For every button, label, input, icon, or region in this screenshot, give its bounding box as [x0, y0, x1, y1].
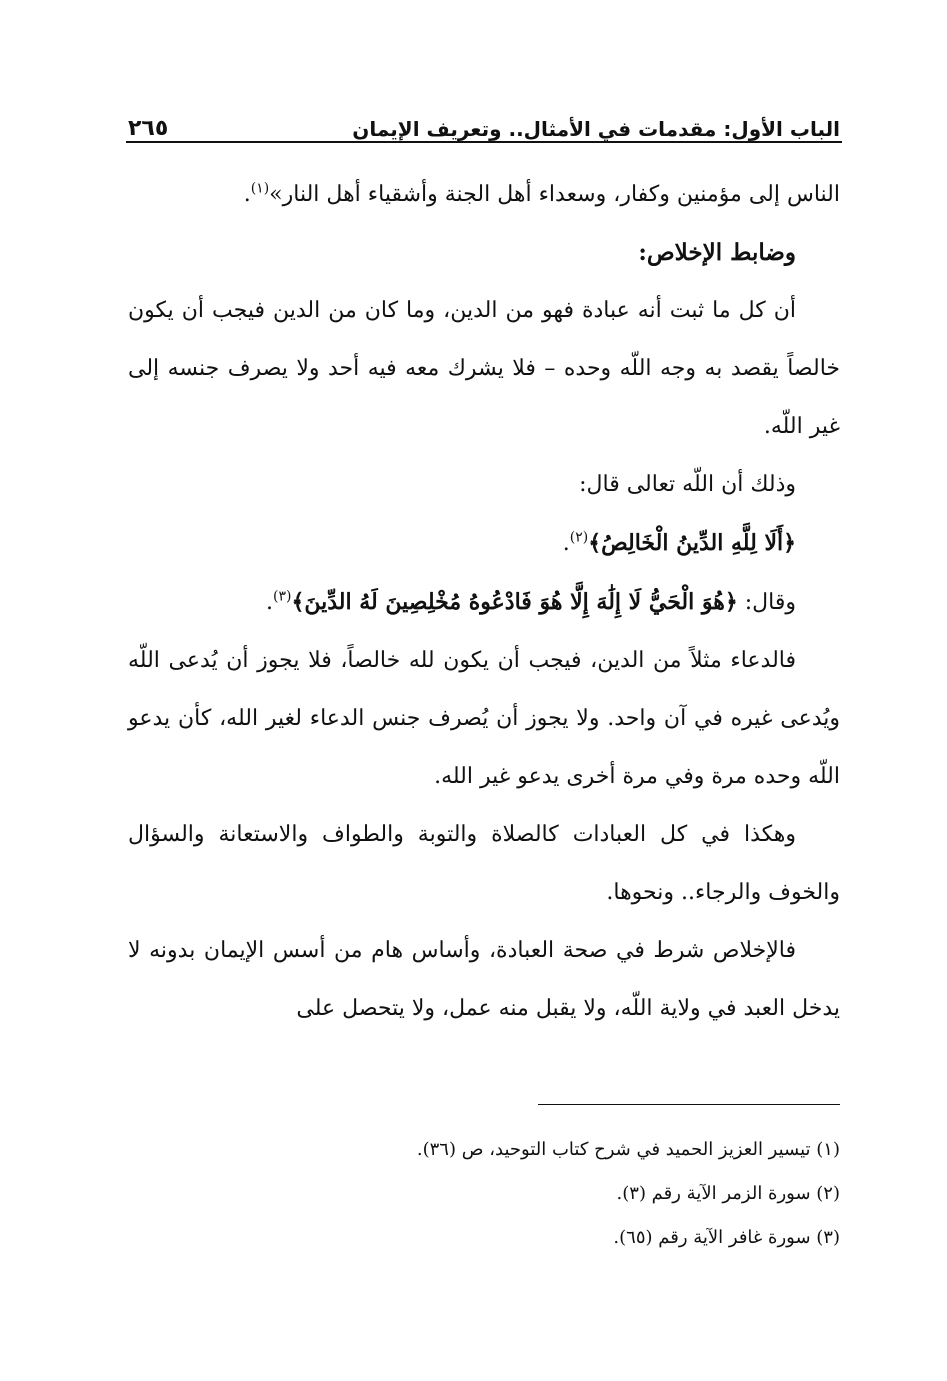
footnote-ref-2: (٢) [569, 529, 589, 546]
footnote-1: (١) تيسير العزيز الحميد في شرح كتاب التوحيد، ص (٣٦). [416, 1139, 840, 1160]
main-text [128, 166, 840, 1038]
page-number: ٢٦٥ [128, 116, 169, 141]
running-header [128, 100, 840, 144]
paragraph-3: وذلك أن اللّه تعالى قال: [579, 472, 796, 497]
footnote-3: (٣) سورة غافر الآية رقم (٦٥). [613, 1227, 840, 1248]
footnotes [128, 1128, 840, 1260]
quran-verse-2: ﴿هُوَ الْحَيُّ لَا إِلَٰهَ إِلَّا هُوَ فَادْعُوهُ مُخْلِصِينَ لَهُ الدِّينَ﴾ [291, 589, 738, 615]
footnote-ref-1: (١) [250, 180, 270, 197]
section-heading: وضابط الإخلاص: [638, 239, 796, 266]
footnote-rule [538, 1104, 840, 1105]
paragraph-1: الناس إلى مؤمنين وكفار، وسعداء أهل الجنة وأشقياء أهل النار»$^{(١)}$. [243, 180, 840, 207]
paragraph-5: وهكذا في كل العبادات كالصلاة والتوبة والطواف والاستعانة والسؤال والخوف والرجاء.. ونحوها. [128, 822, 840, 905]
verse-1: ﴿أَلَا لِلَّهِ الدِّينُ الْخَالِصُ﴾$^{(٢)}$. [562, 529, 796, 556]
paragraph-4: فالدعاء مثلاً من الدين، فيجب أن يكون لله خالصاً، فلا يجوز أن يُدعى اللّه ويُدعى غيره في آن واحد. ولا يجوز أن يُصرف جنس الدعاء لغير الله، كأن يدعو اللّه وحده مرة وفي مرة أخرى يدعو غير الله. [128, 648, 840, 789]
paragraph-2: أن كل ما ثبت أنه عبادة فهو من الدين، وما كان من الدين فيجب أن يكون خالصاً يقصد به وجه اللّه وحده – فلا يشرك معه فيه أحد ولا يصرف جنسه إلى غير اللّه. [128, 298, 840, 439]
footnote-2: (٢) سورة الزمر الآية رقم (٣). [616, 1183, 840, 1204]
quran-verse-1: ﴿أَلَا لِلَّهِ الدِّينُ الْخَالِصُ﴾ [588, 530, 796, 556]
verse-2: وقال: ﴿هُوَ الْحَيُّ لَا إِلَٰهَ إِلَّا هُوَ فَادْعُوهُ مُخْلِصِينَ لَهُ الدِّينَ﴾$^{(٣)}$. [265, 588, 796, 615]
header-rule [126, 141, 842, 143]
paragraph-6: فالإخلاص شرط في صحة العبادة، وأساس هام من أسس الإيمان بدونه لا يدخل العبد في ولاية اللّه، ولا يقبل منه عمل، ولا يتحصل على [128, 938, 840, 1021]
chapter-title: الباب الأول: مقدمات في الأمثال.. وتعريف الإيمان [352, 117, 840, 141]
footnote-ref-3: (٣) [272, 588, 292, 605]
